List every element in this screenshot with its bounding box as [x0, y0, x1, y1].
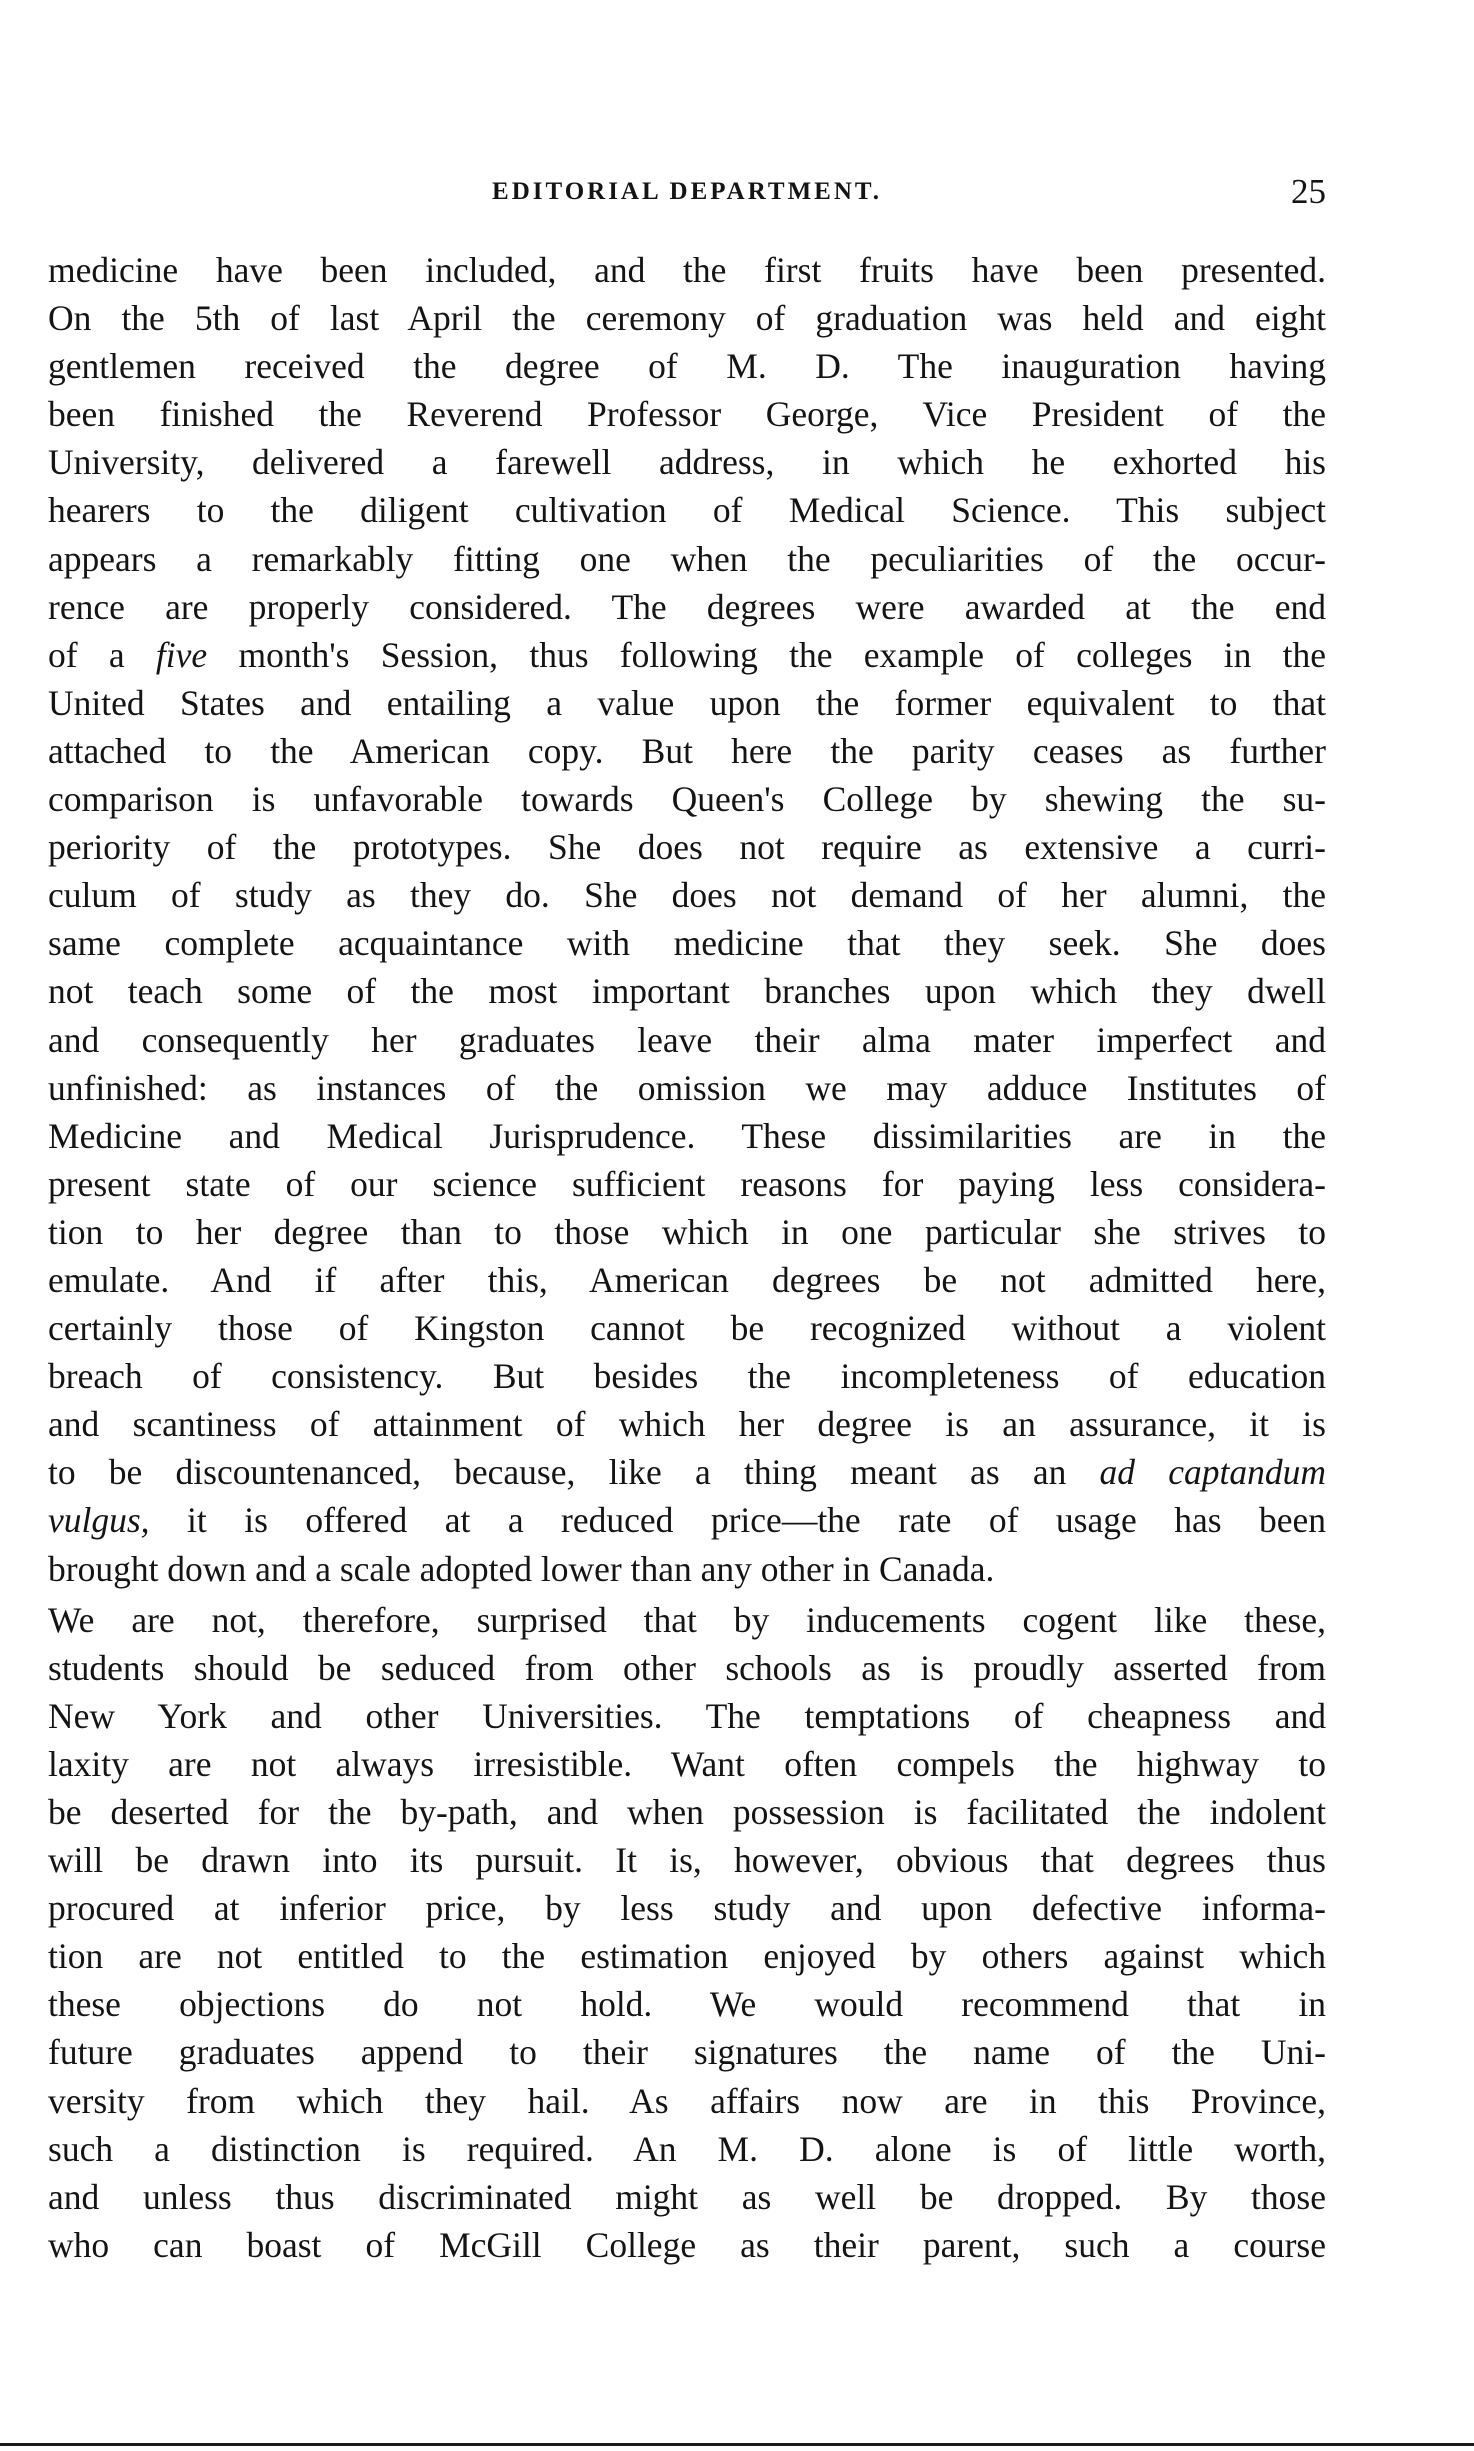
italic-phrase: ad captandum: [1099, 1452, 1326, 1493]
text-line: such a distinction is required. An M. D. alone is of little worth,: [48, 2128, 1326, 2169]
text-fragment: it is offered at a reduced price—the rate of usage has been: [187, 1500, 1326, 1541]
text-line: versity from which they hail. As affairs now are in this Province,: [48, 2080, 1326, 2121]
text-line: and scantiness of attainment of which her degree is an assurance, it is: [48, 1404, 1326, 1445]
text-line: United States and entailing a value upon the former equivalent to that: [48, 682, 1326, 723]
text-line: appears a remarkably fitting one when the peculiarities of the occur-: [48, 538, 1326, 579]
text-line: same complete acquaintance with medicine that they seek. She does: [48, 923, 1326, 964]
text-line: [48, 1448, 1326, 1496]
text-fragment: to be discountenanced, because, like a thing meant as an: [48, 1452, 1067, 1493]
text-line: unfinished: as instances of the omission we may adduce Institutes of: [48, 1067, 1326, 1108]
text-line: certainly those of Kingston cannot be recognized without a violent: [48, 1308, 1326, 1349]
text-line: attached to the American copy. But here the parity ceases as further: [48, 730, 1326, 771]
text-line: not teach some of the most important branches upon which they dwell: [48, 971, 1326, 1012]
text-line: tion to her degree than to those which in one particular she strives to: [48, 1211, 1326, 1252]
text-line: present state of our science sufficient reasons for paying less considera-: [48, 1163, 1326, 1204]
text-fragment: month's Session, thus following the example of colleges in the: [238, 634, 1326, 675]
text-line: these objections do not hold. We would recommend that in: [48, 1984, 1326, 2025]
text-line: breach of consistency. But besides the incompleteness of education: [48, 1356, 1326, 1397]
text-line: who can boast of McGill College as their parent, such a course: [48, 2224, 1326, 2265]
text-line: We are not, therefore, surprised that by inducements cogent like these,: [48, 1599, 1326, 1640]
text-line: [48, 1496, 1326, 1544]
text-line: tion are not entitled to the estimation enjoyed by others against which: [48, 1936, 1326, 1977]
text-line: Medicine and Medical Jurisprudence. These dissimilarities are in the: [48, 1115, 1326, 1156]
text-line: laxity are not always irresistible. Want often compels the highway to: [48, 1743, 1326, 1784]
italic-word: vulgus,: [48, 1500, 150, 1541]
text-line: rence are properly considered. The degrees were awarded at the end: [48, 586, 1326, 627]
text-line: University, delivered a farewell address, in which he exhorted his: [48, 442, 1326, 483]
text-line: gentlemen received the degree of M. D. The inauguration having: [48, 346, 1326, 387]
page-number: 25: [1291, 172, 1326, 211]
text-line: On the 5th of last April the ceremony of graduation was held and eight: [48, 298, 1326, 339]
text-line: procured at inferior price, by less study and upon defective informa-: [48, 1888, 1326, 1929]
running-head: [48, 172, 1326, 216]
text-line: will be drawn into its pursuit. It is, however, obvious that degrees thus: [48, 1840, 1326, 1881]
scan-edge-rule: [0, 2443, 1474, 2446]
text-line: students should be seduced from other schools as is proudly asserted from: [48, 1647, 1326, 1688]
text-fragment: of a: [48, 634, 125, 675]
text-line: [48, 631, 1326, 679]
italic-word: five: [155, 634, 208, 675]
text-line: and consequently her graduates leave their alma mater imperfect and: [48, 1019, 1326, 1060]
text-line: future graduates append to their signatures the name of the Uni-: [48, 2032, 1326, 2073]
text-line: be deserted for the by-path, and when possession is facilitated the indolent: [48, 1792, 1326, 1832]
text-line: been finished the Reverend Professor George, Vice President of the: [48, 394, 1326, 435]
text-line: brought down and a scale adopted lower than any other in Canada.: [48, 1548, 995, 1589]
text-line: emulate. And if after this, American degrees be not admitted here,: [48, 1259, 1326, 1300]
body-text: [48, 246, 1326, 2269]
text-line: culum of study as they do. She does not demand of her alumni, the: [48, 875, 1326, 916]
text-line: medicine have been included, and the first fruits have been presented.: [48, 250, 1326, 290]
text-line: periority of the prototypes. She does not require as extensive a curri-: [48, 827, 1326, 868]
text-line: New York and other Universities. The temptations of cheapness and: [48, 1695, 1326, 1736]
text-line: hearers to the diligent cultivation of Medical Science. This subject: [48, 490, 1326, 531]
running-title: EDITORIAL DEPARTMENT.: [492, 178, 882, 205]
text-line: and unless thus discriminated might as well be dropped. By those: [48, 2176, 1326, 2217]
text-line: comparison is unfavorable towards Queen's College by shewing the su-: [48, 779, 1326, 820]
